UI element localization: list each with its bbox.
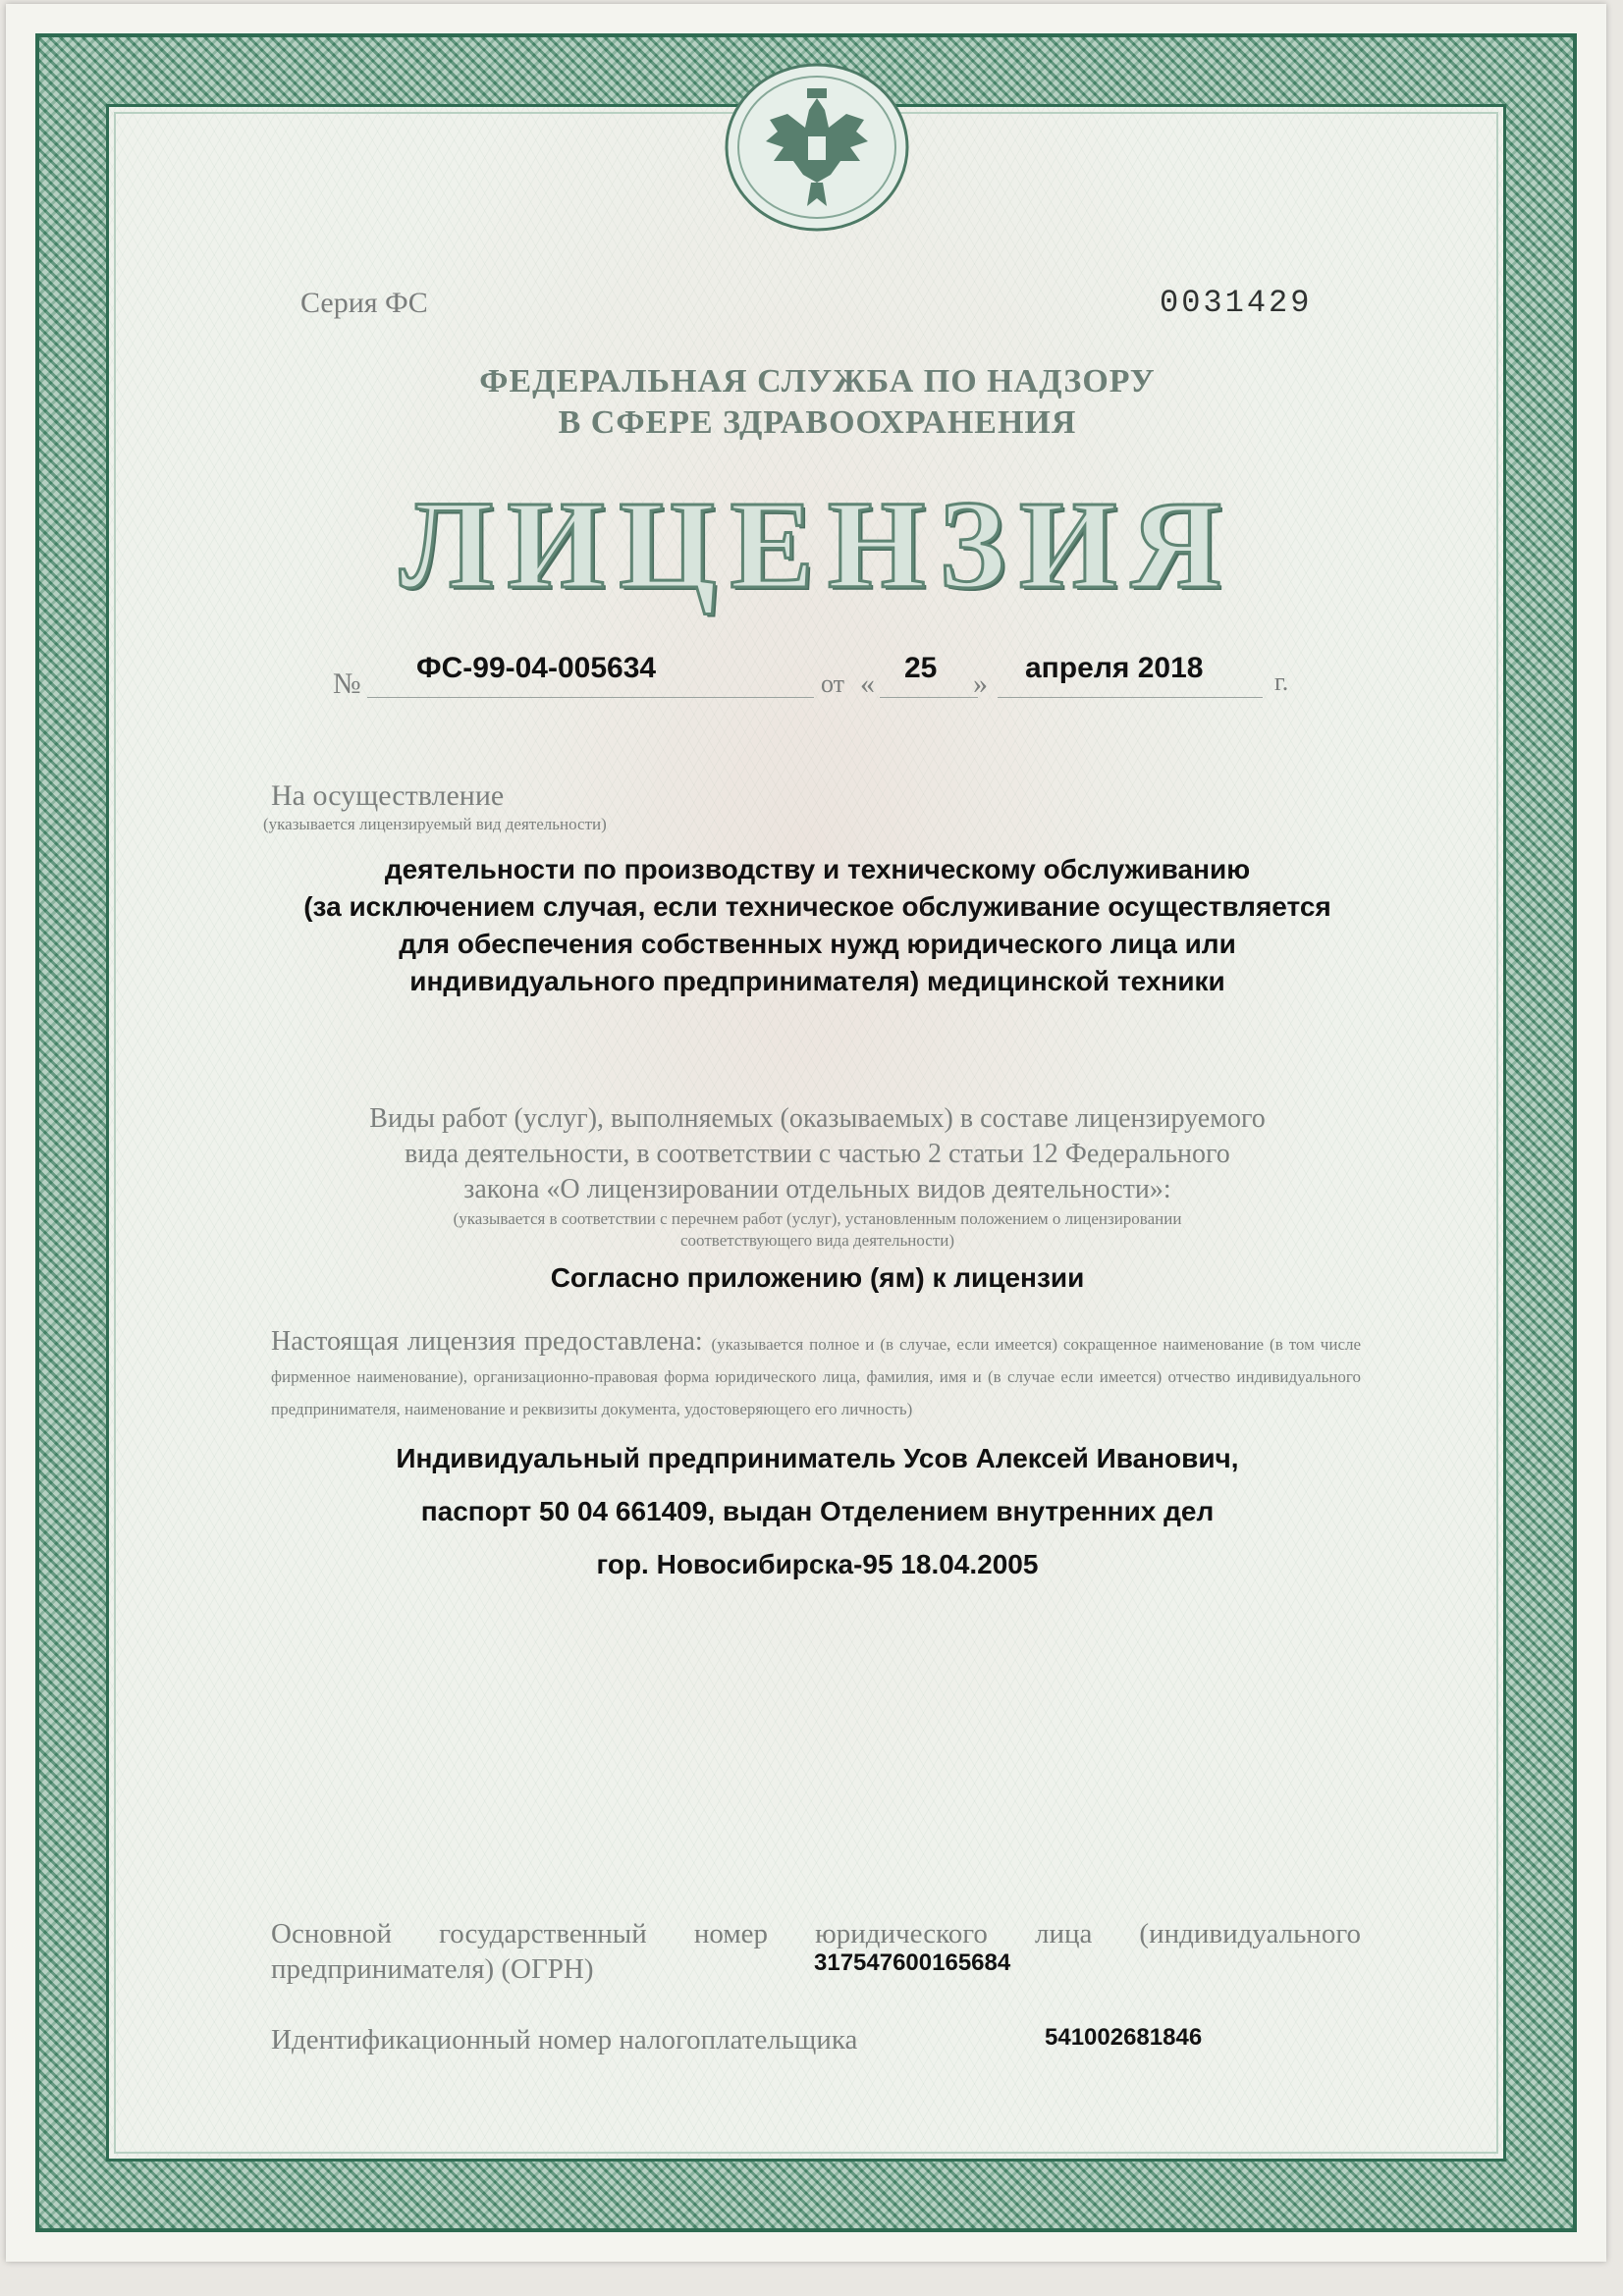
number-sign: № (333, 667, 361, 700)
works-label-line: закона «О лицензировании отдельных видов деятельности»: (463, 1174, 1171, 1204)
activity-line: (за исключением случая, если техническое обслуживание осуществляется (303, 891, 1331, 922)
works-label-line: Виды работ (услуг), выполняемых (оказываемых) в составе лицензируемого (369, 1103, 1266, 1134)
inn-value: 541002681846 (1045, 2024, 1203, 2051)
date-from-label: от (821, 669, 845, 698)
activity-line: для обеспечения собственных нужд юридического лица или (399, 929, 1236, 959)
ogrn-label-line2: предпринимателя) (ОГРН) (271, 1953, 594, 1985)
licensee-label: Настоящая лицензия предоставлена: (271, 1326, 703, 1357)
blank-number: 0031429 (1160, 285, 1313, 321)
works-label-line: вида деятельности, в соответствии с частью 2 статьи 12 Федерального (405, 1139, 1230, 1169)
agency-name-line2: В СФЕРЕ ЗДРАВООХРАНЕНИЯ (558, 404, 1077, 441)
licensee-label-block (271, 1325, 1361, 1422)
quote-open: « (860, 667, 875, 700)
works-hint-line: соответствующего вида деятельности) (680, 1231, 954, 1250)
document-title: ЛИЦЕНЗИЯ (400, 475, 1235, 614)
agency-name-line1: ФЕДЕРАЛЬНАЯ СЛУЖБА ПО НАДЗОРУ (479, 363, 1156, 400)
year-suffix: г. (1274, 667, 1289, 696)
license-sheet (6, 4, 1606, 2262)
ogrn-value: 317547600165684 (814, 1949, 1011, 1976)
inn-label: Идентификационный номер налогоплательщика (271, 2024, 858, 2056)
ogrn-label-line1: Основной государственный номер юридического лица (индивидуального (271, 1918, 1361, 1949)
licensee-line: Индивидуальный предприниматель Усов Алексей Иванович, (396, 1443, 1239, 1473)
licensee-line: гор. Новосибирска-95 18.04.2005 (596, 1549, 1039, 1579)
licensee-hint: (указывается полное и (в случае, если имеется) сокращенное наименование (в том числе фирменное наименование), организационно-правовая форма юридического лица, фамилия, имя и (в случае если имеется) отчество индивидуального предпринимателя, наименование и реквизиты документа, удостоверяющего его личность) (271, 1335, 1362, 1418)
license-number: ФС-99-04-005634 (416, 652, 657, 684)
issue-day: 25 (904, 652, 938, 684)
activity-hint: (указывается лицензируемый вид деятельности) (263, 815, 607, 833)
series-label: Серия ФС (300, 287, 428, 319)
licensee-line: паспорт 50 04 661409, выдан Отделением внутренних дел (420, 1496, 1215, 1526)
quote-close: » (973, 667, 988, 700)
issue-month-year: апреля 2018 (1025, 652, 1204, 684)
works-hint-line: (указывается в соответствии с перечнем работ (услуг), установленным положением о лицензировании (453, 1209, 1182, 1228)
activity-line: индивидуального предпринимателя) медицинской техники (409, 966, 1225, 996)
activity-label: На осуществление (271, 779, 505, 812)
double-headed-eagle-icon (719, 59, 915, 236)
works-value: Согласно приложению (ям) к лицензии (550, 1262, 1085, 1293)
activity-line: деятельности по производству и техническому обслуживанию (384, 854, 1251, 884)
